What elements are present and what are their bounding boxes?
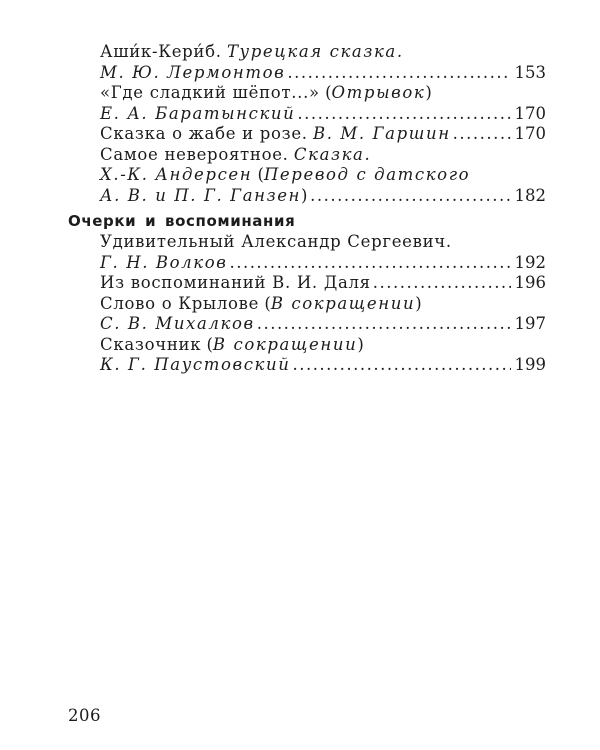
toc-title-note: В сокращении — [270, 293, 416, 313]
toc-entry-author-line: А. В. и П. Г. Ганзен ) ..... 182 — [68, 186, 546, 207]
toc-page-number: 196 — [514, 273, 546, 292]
toc-entry-author-line — [68, 314, 546, 335]
toc-title: Из воспоминаний В. И. Даля — [100, 273, 371, 292]
toc-entry-title: Слово о Крылове ( В сокращении ) — [100, 293, 422, 313]
toc-page-number: 199 — [514, 355, 546, 374]
toc-title: Сказка о жабе и розе. — [100, 124, 308, 143]
leader-dots — [297, 104, 510, 125]
toc-page-number: 192 — [514, 252, 546, 272]
toc-entry-title — [68, 145, 546, 166]
toc-author: В. М. Гаршин — [313, 124, 451, 143]
toc-entry-single-line — [68, 124, 546, 145]
toc-title: Самое невероятное. — [100, 144, 289, 164]
toc-page-number: 170 — [514, 103, 546, 123]
toc-entry-title — [68, 42, 546, 63]
toc-title: Удивительный Александр Сергеевич. — [100, 232, 452, 251]
leader-dots — [229, 253, 510, 274]
toc-entry-author-line — [68, 63, 546, 84]
toc-entry-title: Сказочник ( В сокращении ) — [100, 334, 364, 354]
toc-title: Аши́к-Кери́б. — [100, 42, 222, 61]
toc-title: Слово о Крылове — [100, 293, 260, 313]
leader-dots — [453, 124, 511, 145]
toc-author: Е. А. Баратынский — [100, 103, 296, 123]
toc-entry-author-line — [68, 104, 546, 125]
toc-author: Г. Н. Волков — [100, 252, 228, 272]
leader-dots — [373, 273, 511, 294]
leader-dots — [257, 314, 511, 335]
toc-translator: А. В. и П. Г. Ганзен — [100, 185, 302, 205]
leader-dots — [287, 63, 510, 84]
toc-title-note: В сокращении — [212, 334, 358, 354]
toc-entry-author-line: Х.-К. Андерсен ( Перевод с датского — [100, 165, 471, 184]
toc-entry-title — [68, 232, 546, 253]
section-heading: Очерки и воспоминания — [68, 212, 296, 230]
toc-page-number: 170 — [514, 124, 546, 143]
toc-author: С. В. Михалков — [100, 314, 255, 333]
toc-title-subtitle: Сказка. — [293, 144, 372, 164]
toc-translation-note: Перевод с датского — [263, 165, 471, 184]
toc-entry-author-line — [68, 355, 546, 376]
toc-entry-single-line — [68, 273, 546, 294]
toc-author: К. Г. Паустовский — [100, 355, 291, 374]
toc-title-subtitle: Турецкая сказка. — [226, 42, 404, 61]
toc-author: М. Ю. Лермонтов — [100, 62, 286, 82]
page-number: 206 — [68, 706, 101, 725]
table-of-contents — [68, 42, 546, 376]
toc-page-number: 182 — [514, 185, 546, 205]
leader-dots — [292, 355, 510, 376]
toc-page-number: 197 — [514, 314, 546, 333]
toc-title: «Где сладкий шёпот...» — [100, 83, 320, 102]
toc-author: Х.-К. Андерсен — [100, 165, 253, 184]
toc-page-number: 153 — [514, 62, 546, 82]
toc-title-note: Отрывок — [331, 83, 426, 102]
toc-entry-author-line — [68, 253, 546, 274]
toc-title: Сказочник — [100, 334, 202, 354]
toc-entry-title: «Где сладкий шёпот...» ( Отрывок ) — [100, 83, 432, 102]
leader-dots — [310, 186, 510, 207]
